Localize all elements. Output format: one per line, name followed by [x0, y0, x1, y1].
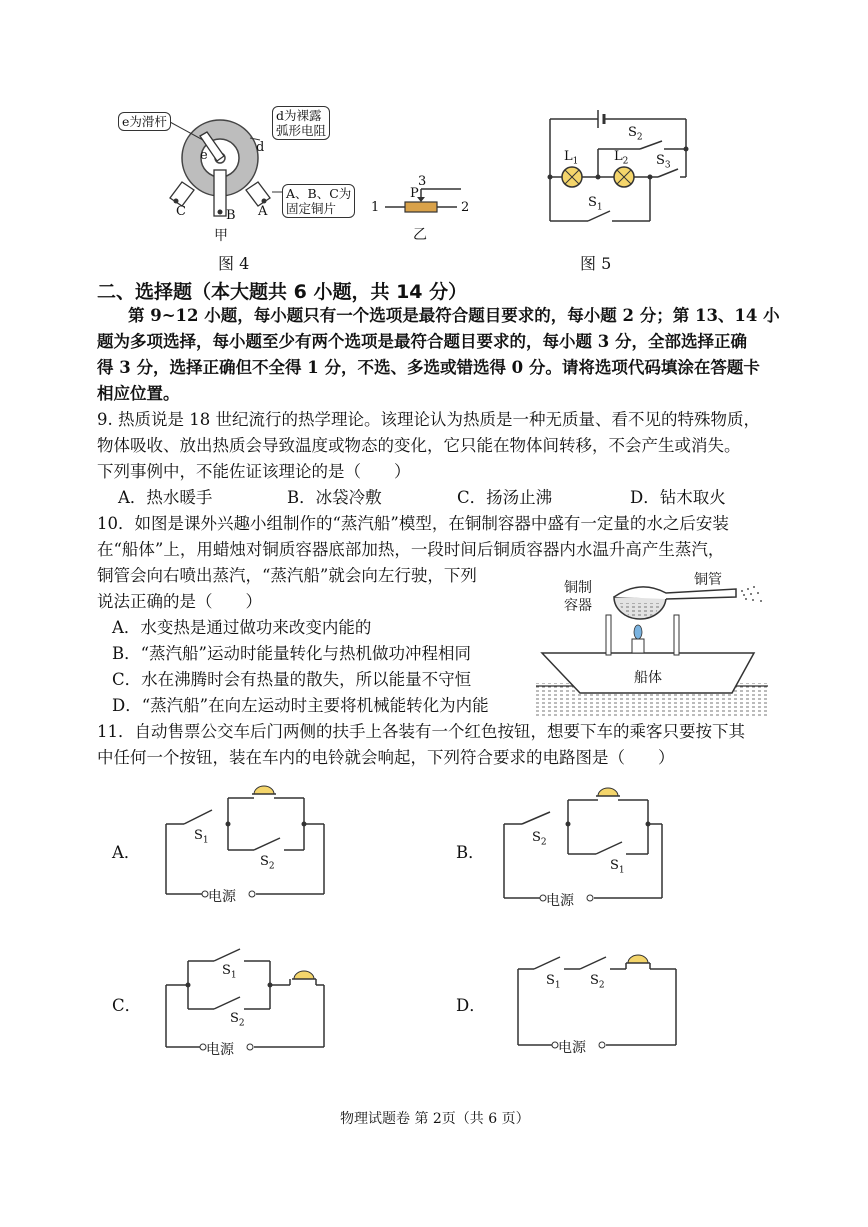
- q11b-s1: $S_1$: [610, 858, 625, 876]
- circuit-figure-5: [540, 105, 695, 235]
- q11-circuit-a[interactable]: [160, 780, 335, 910]
- section-instructions-2: 题为多项选择，每小题至少有两个选项是最符合题目要求的，每小题 3 分，全部选择正确: [97, 332, 747, 351]
- callout-terminals: A、B、C为 固定铜片: [282, 184, 355, 218]
- q11d-s1: $S_1$: [546, 973, 561, 991]
- q10-line-1: 10．如图是课外兴趣小组制作的“蒸汽船”模型，在铜制容器中盛有一定量的水之后安装: [97, 514, 729, 533]
- label-S3: $S_3$: [656, 153, 671, 171]
- label-hull: 船体: [634, 670, 662, 686]
- q11-circuit-c[interactable]: [160, 945, 335, 1060]
- section-instructions-4: 相应位置。: [97, 384, 180, 403]
- q11-line-2: 中任何一个按钮，装在车内的电铃就会响起，下列符合要求的电路图是（ ）: [97, 748, 675, 767]
- q10-line-4: 说法正确的是（ ）: [97, 592, 262, 611]
- q10-option-b[interactable]: B．“蒸汽船”运动时能量转化与热机做功冲程相同: [112, 644, 471, 663]
- q10-line-2: 在“船体”上，用蜡烛对铜质容器底部加热，一段时间后铜质容器内水温升高产生蒸汽，: [97, 540, 725, 559]
- q11a-s2: $S_2$: [260, 854, 275, 872]
- label-L1: $L_1$: [564, 149, 579, 167]
- q9-line-3: 下列事例中，不能佐证该理论的是（ ）: [97, 462, 411, 481]
- q9-option-c[interactable]: C．扬汤止沸: [457, 488, 553, 507]
- label-S2: $S_2$: [628, 125, 643, 143]
- label-3: 3: [418, 174, 427, 189]
- section-title: 二、选择题（本大题共 6 小题，共 14 分）: [97, 281, 468, 303]
- q11c-s1: $S_1$: [222, 963, 237, 981]
- q11b-power: 电源: [546, 893, 574, 909]
- q11a-s1: $S_1$: [194, 828, 209, 846]
- q11-option-d-label[interactable]: D．: [456, 996, 486, 1015]
- figure-5: [540, 105, 695, 235]
- q9-line-2: 物体吸收、放出热质会导致温度或物态的变化，它只能在物体间转移，不会产生或消失。: [97, 436, 741, 455]
- q11d-s2: $S_2$: [590, 973, 605, 991]
- label-d: d: [256, 140, 265, 155]
- q10-line-3: 铜管会向右喷出蒸汽，“蒸汽船”就会向左行驶，下列: [97, 566, 477, 585]
- callout-slider: e为滑杆: [118, 112, 171, 131]
- q11a-power: 电源: [208, 889, 236, 905]
- q9-option-d[interactable]: D．钻木取火: [630, 488, 726, 507]
- steamboat-figure: [536, 565, 768, 720]
- label-copper-container: 铜制 容器: [564, 580, 592, 614]
- label-e: e: [200, 148, 208, 163]
- q11d-power: 电源: [558, 1040, 586, 1056]
- figure-4-jia: [110, 100, 380, 250]
- q11c-s2: $S_2$: [230, 1011, 245, 1029]
- page-footer: 物理试题卷 第 2页（共 6 页）: [340, 1111, 530, 1127]
- label-1: 1: [371, 200, 380, 215]
- figure-4-caption: 图 4: [218, 254, 250, 273]
- q11-line-1: 11．自动售票公交车后门两侧的扶手上各装有一个红色按钮，想要下车的乘客只要按下其: [97, 722, 745, 741]
- q11-circuit-b[interactable]: [498, 780, 673, 910]
- q9-option-a[interactable]: A．热水暖手: [118, 488, 213, 507]
- q9-option-b[interactable]: B．冰袋冷敷: [287, 488, 382, 507]
- q9-line-1: 9. 热质说是 18 世纪流行的热学理论。该理论认为热质是一种无质量、看不见的特殊物质，: [97, 410, 760, 429]
- q11-circuit-d[interactable]: [512, 945, 687, 1060]
- label-S1: $S_1$: [588, 195, 603, 213]
- figure-5-caption: 图 5: [580, 254, 612, 273]
- callout-resistor: d为裸露 弧形电阻: [272, 106, 330, 140]
- sub-caption-jia: 甲: [214, 228, 228, 244]
- sub-caption-yi: 乙: [413, 227, 427, 243]
- section-instructions-1: 第 9~12 小题，每小题只有一个选项是最符合题目要求的，每小题 2 分；第 13、14 小: [128, 306, 780, 325]
- section-instructions-3: 得 3 分，选择正确但不全得 1 分，不选、多选或错选得 0 分。请将选项代码填涂在答题卡: [97, 358, 760, 377]
- figure-4-yi: [365, 172, 475, 247]
- label-L2: $L_2$: [614, 149, 629, 167]
- label-B: B: [226, 208, 236, 223]
- q11-option-a-label[interactable]: A．: [112, 843, 141, 862]
- label-copper-pipe: 铜管: [694, 572, 722, 588]
- label-C: C: [176, 204, 186, 219]
- q10-option-a[interactable]: A．水变热是通过做功来改变内能的: [112, 618, 372, 637]
- q11-option-b-label[interactable]: B．: [456, 843, 485, 862]
- q11b-s2: $S_2$: [532, 830, 547, 848]
- label-2: 2: [461, 200, 470, 215]
- q11c-power: 电源: [206, 1042, 234, 1058]
- q10-option-d[interactable]: D．“蒸汽船”在向左运动时主要将机械能转化为内能: [112, 696, 489, 715]
- label-A: A: [258, 204, 268, 219]
- q10-option-c[interactable]: C．水在沸腾时会有热量的散失，所以能量不守恒: [112, 670, 472, 689]
- q11-option-c-label[interactable]: C．: [112, 996, 142, 1015]
- label-P: P: [410, 186, 419, 201]
